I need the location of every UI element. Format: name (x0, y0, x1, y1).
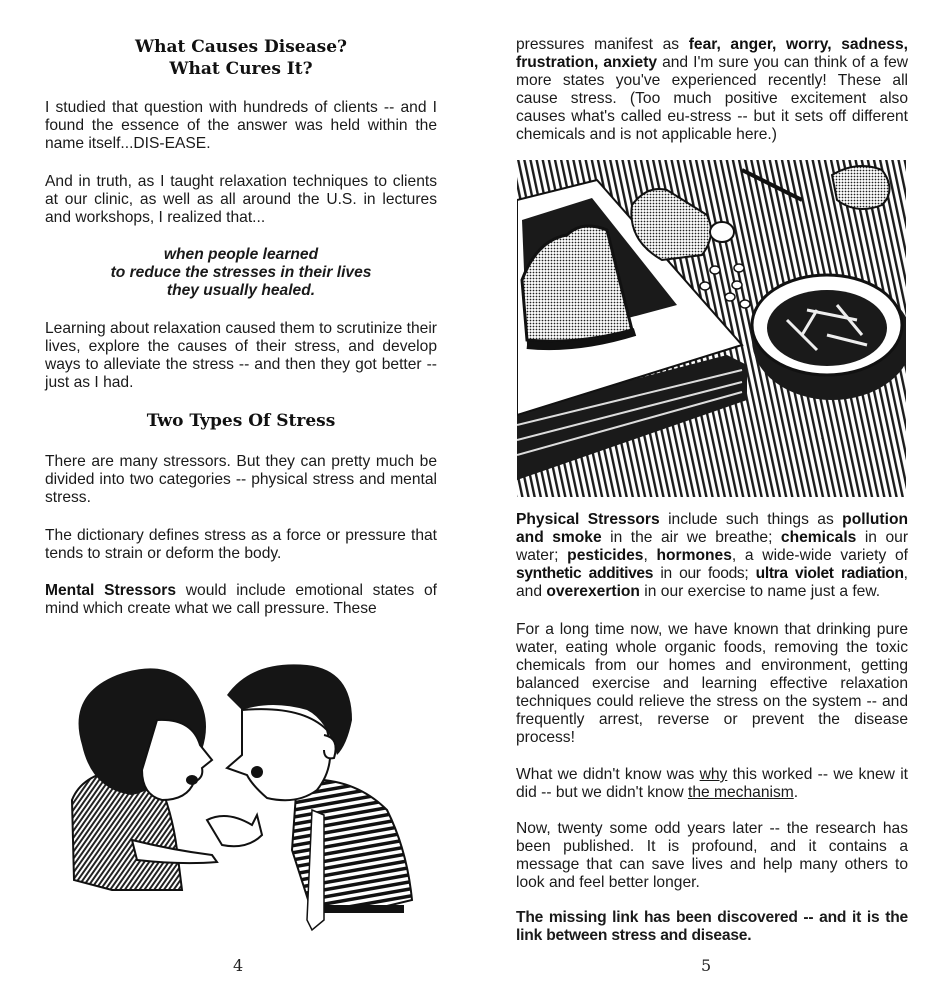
heading-line-2: What Cures It? (169, 59, 313, 79)
term-chemicals: chemicals (780, 529, 857, 546)
man-hand (207, 815, 262, 846)
paragraph-didnt-know (516, 766, 908, 802)
pressures-rest: and I'm sure you can think of a few more states you've experienced recently! These all cause stress. (Too much positive excitement also causes what's called eu-stress -- but it sets off different chemicals and is not applicable here.) (516, 54, 909, 143)
heading-two-types-of-stress: Two Types Of Stress (146, 411, 336, 431)
crumpled-wrapper (832, 166, 890, 209)
paragraph-in-truth: And in truth, as I taught relaxation techniques to clients at our clinic, as well as all around the U.S. in lectures and workshops, I realized that... (45, 173, 437, 226)
text-segment: include such things as (659, 511, 843, 528)
term-physical-stressors: Physical Stressors (516, 511, 660, 528)
text-segment: What we didn't know was (516, 766, 700, 783)
arguing-couple-illustration (62, 650, 422, 945)
woman-mouth (186, 775, 198, 785)
text-segment: . (793, 784, 799, 801)
term-synthetic-additives: synthetic additives (516, 565, 654, 582)
paragraph-many-stressors: There are many stressors. But they can pretty much be divided into two categories -- physical stress and mental stress. (45, 453, 437, 506)
paragraph-mental-stressors (45, 582, 437, 618)
paragraph-twenty-years-later (516, 820, 908, 892)
term-overexertion: overexertion (546, 583, 640, 600)
heading-line-1: What Causes Disease? (135, 37, 347, 57)
text-segment: in our foods; (653, 565, 756, 582)
mental-stressors-text: would include emotional states of mind which create what we call pressure. These (45, 582, 437, 617)
text-segment: in our exercise to name just a few. (639, 583, 881, 600)
paragraph-pressures-manifest (516, 36, 908, 144)
paragraph-long-time-now: For a long time now, we have known that drinking pure water, eating whole organic foods, removing the toxic chemicals from our homes and environment, getting balanced exercise and learning effective relaxation techniques could relieve the stress on the system -- and frequently arrest, reverse or prevent the disease process! (516, 621, 908, 746)
underlined-why: why (699, 766, 728, 783)
page-number-right: 5 (701, 956, 712, 975)
man-belt (324, 905, 404, 913)
paragraph-learning-relaxation: Learning about relaxation caused them to scrutinize their lives, explore the causes of their stress, and develop ways to alleviate the stress -- and then they got better -- just as I had. (45, 320, 437, 391)
ashtray-sandwich-pills-illustration (517, 160, 906, 497)
text-segment: , and (516, 565, 908, 600)
twenty-years-text: Now, twenty some odd years later -- the research has been published. It is profound, and it contains a message that can save lives and help many others to look and feel better longer. (516, 820, 908, 891)
paragraph-missing-link: The missing link has been discovered -- and it is the link between stress and disease. (516, 909, 908, 944)
text-segment: , (643, 547, 657, 564)
term-mental-stressors: Mental Stressors (45, 582, 177, 599)
text-segment: in the air we breathe; (601, 529, 781, 546)
term-hormones: hormones (656, 547, 732, 564)
paragraph-dictionary-definition: The dictionary defines stress as a force or pressure that tends to strain or deform the body. (45, 527, 437, 562)
term-pesticides: pesticides (567, 547, 644, 564)
emphasis-quote (45, 246, 437, 300)
emphasis-line-2: to reduce the stresses in their lives (110, 264, 372, 281)
term-ultra-violet-radiation: ultra violet radiation (755, 565, 904, 582)
term-pollution-smoke: pollution and smoke (516, 511, 908, 546)
paragraph-physical-stressors (516, 511, 908, 601)
text-segment: , a wide-wide variety of (731, 547, 908, 564)
man-face (227, 709, 330, 800)
emphasis-line-1: when people learned (163, 246, 319, 263)
underlined-the-mechanism: the mechanism (688, 784, 794, 801)
emotions-list: fear, anger, worry, sadness, frustration, anxiety (516, 36, 908, 71)
page-number-left: 4 (233, 956, 244, 975)
text-segment: this worked -- we knew it did -- but we didn't know (516, 766, 908, 801)
pressures-intro: pressures manifest as (516, 36, 689, 53)
paragraph-studied-question: I studied that question with hundreds of clients -- and I found the essence of the answer was held within the name itself...DIS-EASE. (45, 99, 437, 152)
man-mouth (251, 766, 263, 778)
bottle-cap (710, 222, 734, 242)
text-segment: in our water; (516, 529, 909, 564)
emphasis-line-3: they usually healed. (166, 282, 316, 299)
heading-what-causes-disease (45, 36, 437, 80)
